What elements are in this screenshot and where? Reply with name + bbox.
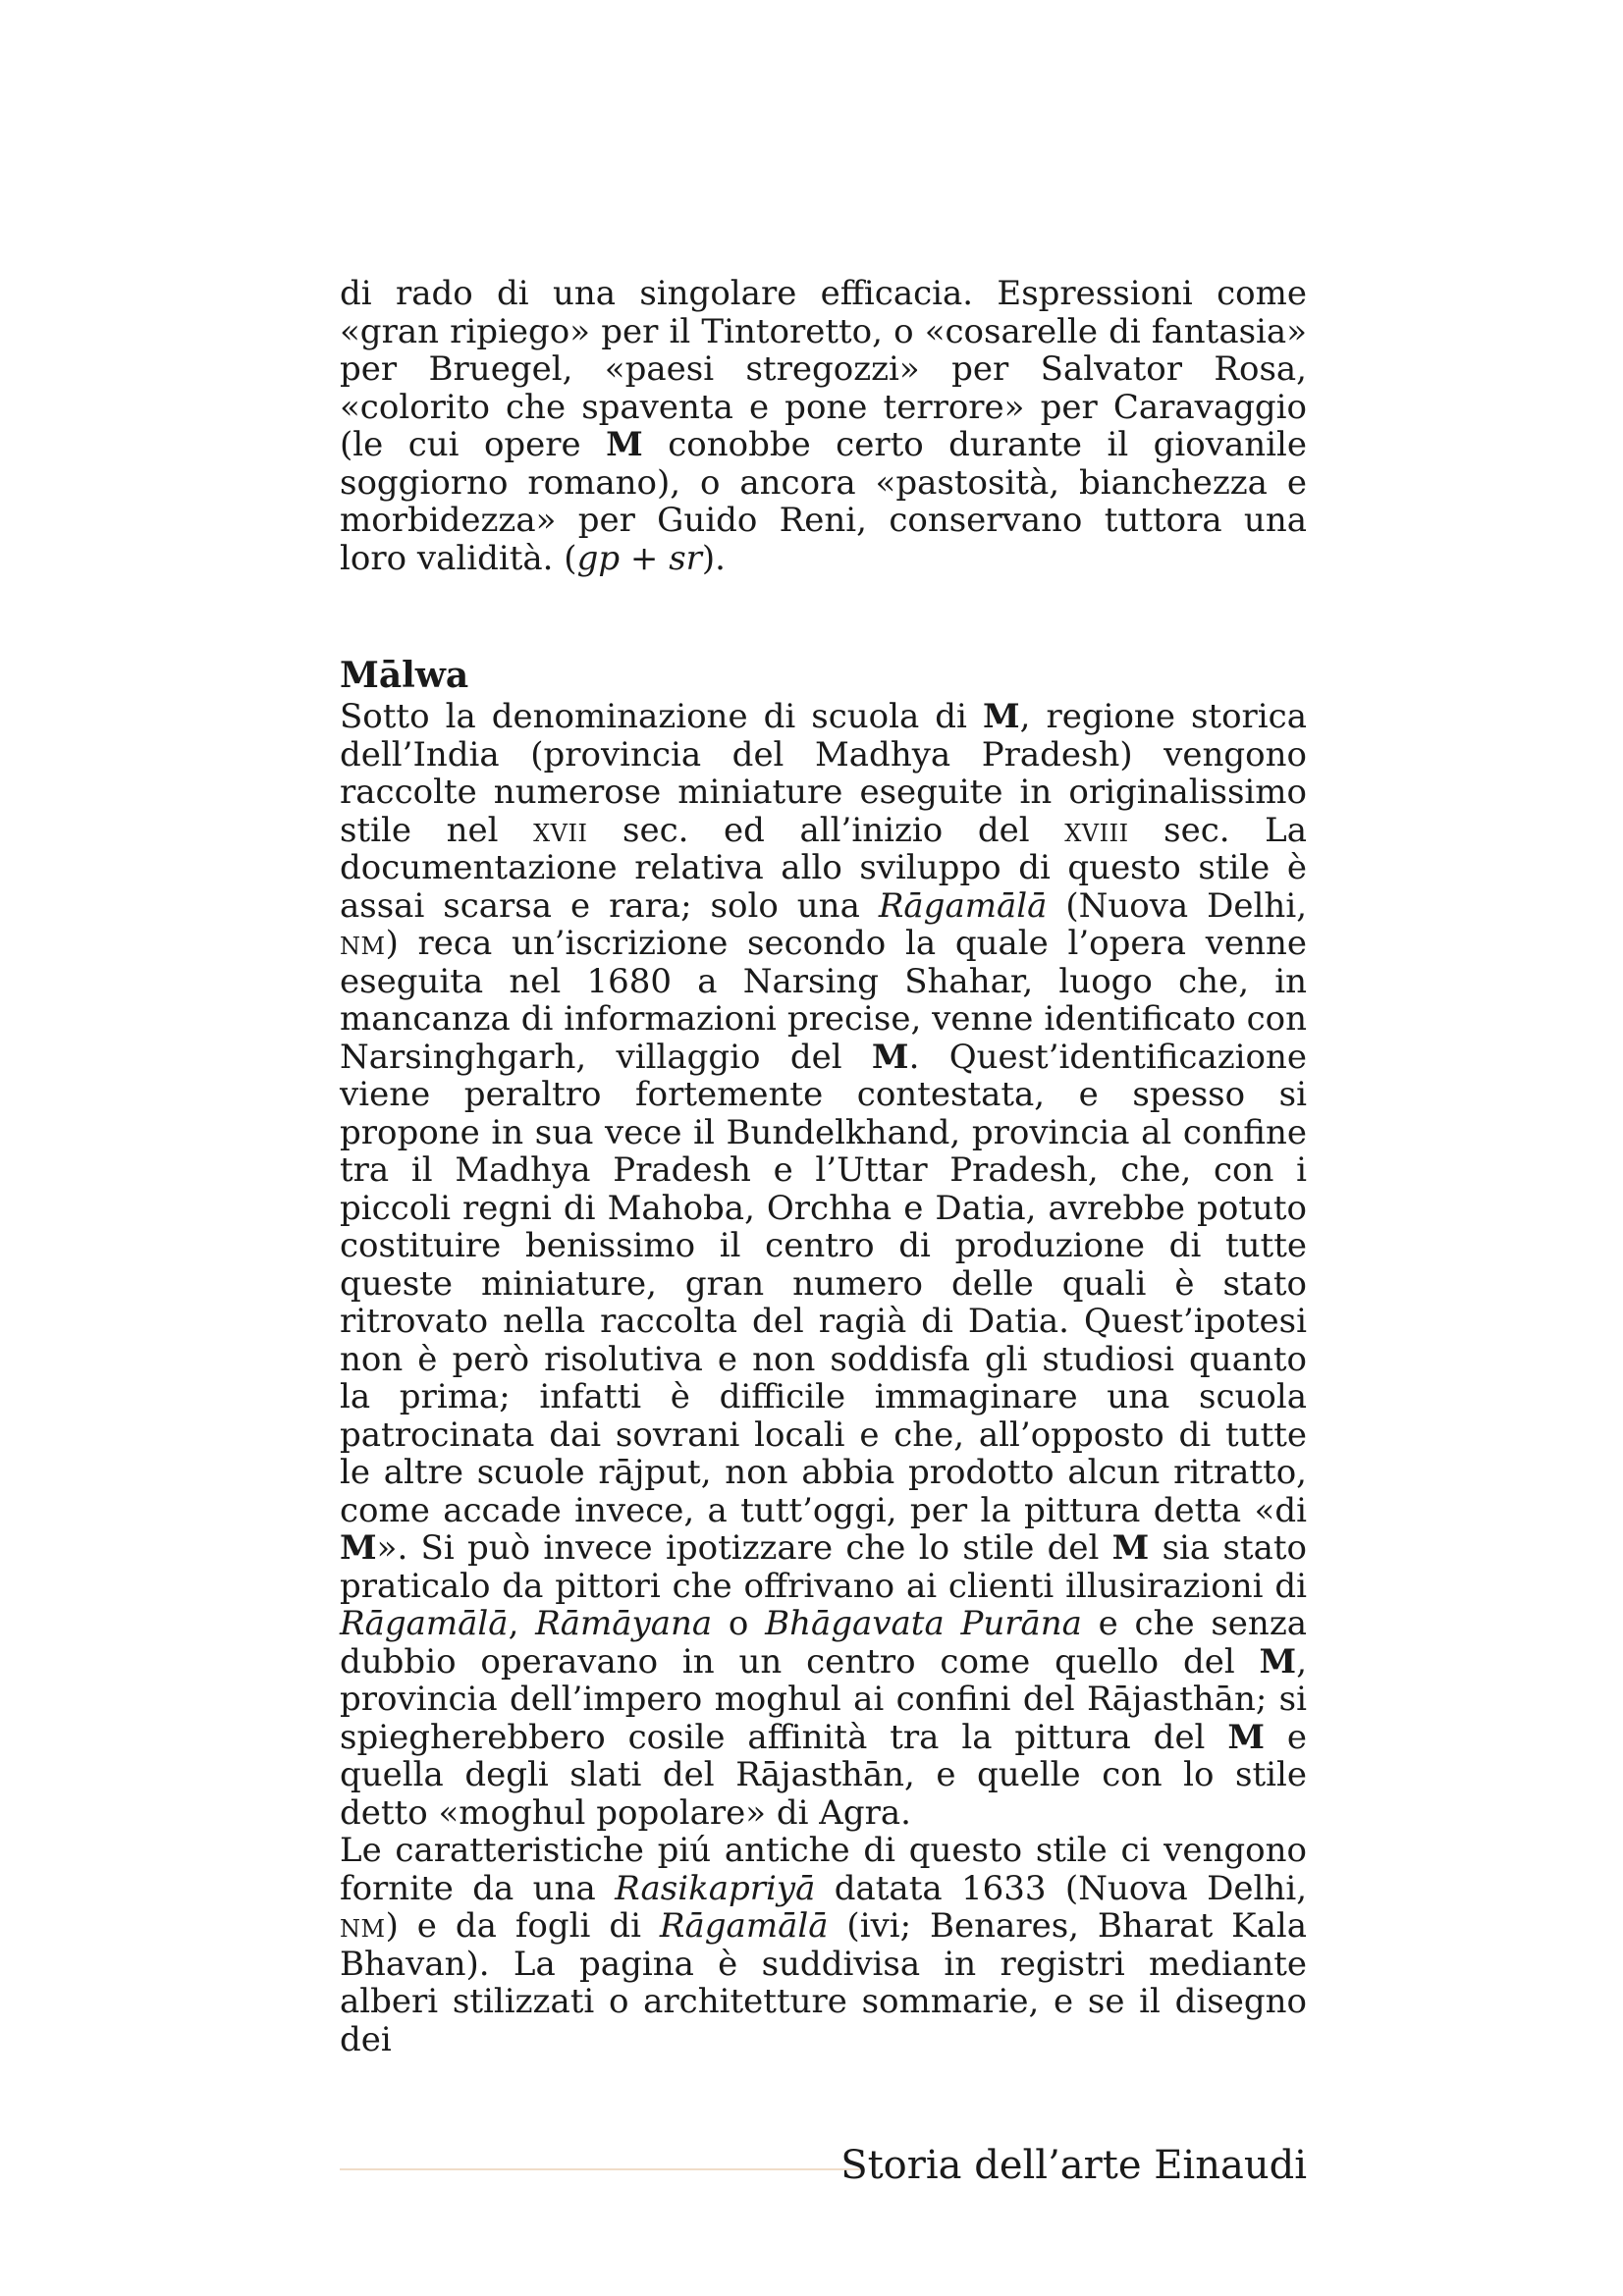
bold-abbrev: M: [871, 1037, 909, 1077]
text-run: e che senza dubbio operavano in un centro come quello del: [340, 1604, 1307, 1682]
text-run: di rado di una singolare efficacia. Espressioni come «gran ripiego» per il Tintoretto, o «cosarelle di fantasia» per Bruegel, «paesi stregozzi» per Salvator Rosa, «colorito che spaventa e pone terrore» per Caravaggio (le cui opere: [340, 274, 1307, 464]
text-run: Sotto la denominazione di scuola di: [340, 697, 983, 736]
italic-title: Rāgamālā: [878, 885, 1048, 926]
italic-title: Bhāgavata Purāna: [765, 1604, 1082, 1643]
text-run: , regione storica dell’India (provincia del Madhya Pradesh) vengono raccolte numerose miniature eseguite in originalissimo stile nel: [340, 697, 1307, 850]
italic-title: Rāgamālā: [659, 1906, 829, 1946]
text-run: (ivi; Benares, Bharat Kala Bhavan). La pagina è suddivisa in registri mediante alberi stilizzati o architetture sommarie, e se il disegno dei: [340, 1906, 1307, 2059]
entry-paragraph-1: [340, 698, 1307, 1832]
text-run: sec. La documentazione relativa allo sviluppo di questo stile è assai scarsa e rara; solo una: [340, 810, 1307, 926]
text-run: ) e da fogli di: [385, 1906, 660, 1946]
text-run: o: [712, 1604, 766, 1643]
small-caps-text: nm: [340, 1906, 386, 1946]
entry-malwa: [340, 656, 1307, 2058]
bold-abbrev: M: [606, 425, 643, 464]
italic-title: Rāmāyana: [535, 1604, 713, 1643]
bold-abbrev: M: [1259, 1641, 1297, 1682]
text-run: ).: [701, 538, 726, 578]
text-run: ». Si può invece ipotizzare che lo stile del: [376, 1528, 1112, 1568]
text-run: . Quest’identificazione viene peraltro fortemente contestata, e spesso si propone in sua vece il Bundelkhand, provincia al confine tra il Madhya Pradesh e l’Uttar Pradesh, che, con i piccoli regni di Mahoba, Orchha e Datia, avrebbe potuto costituire benissimo il centro di produzione di tutte queste miniature, gran numero delle quali è stato ritrovato nella raccolta del ragià di Datia. Quest’ipotesi non è però risolutiva e non soddisfa gli studiosi quanto la prima; infatti è difficile immaginare una scuola patrocinata dai sovrani locali e che, all’opposto di tutte le altre scuole rājput, non abbia prodotto alcun ritratto, come accade invece, a tutt’oggi, per la pittura detta «di: [340, 1037, 1307, 1530]
text-run: Le caratteristiche piú antiche di questo stile ci vengono fornite da una: [340, 1831, 1307, 1908]
small-caps-text: nm: [340, 924, 386, 963]
text-run: sia stato praticalo da pittori che offrivano ai clienti illusirazioni di: [340, 1528, 1307, 1606]
text-run: (Nuova Delhi,: [1047, 885, 1308, 926]
previous-entry-text: [340, 275, 1307, 577]
small-caps-text: xvii: [533, 810, 588, 850]
bold-abbrev: M: [1111, 1528, 1150, 1568]
text-run: e quella degli slati del Rājasthān, e quelle con lo stile detto «moghul popolare» di Agra.: [340, 1717, 1308, 1833]
text-run: datata 1633 (Nuova Delhi,: [815, 1868, 1308, 1908]
bold-abbrev: M: [982, 697, 1020, 736]
text-run: sec. ed all’inizio del: [587, 810, 1065, 850]
italic-title: Rāgamālā: [340, 1604, 509, 1643]
footer-publisher-label: Storia dell’arte Einaudi: [840, 2143, 1307, 2188]
bold-abbrev: M: [1227, 1717, 1265, 1757]
footer-divider: [340, 2168, 860, 2170]
entry-paragraph-2: [340, 1832, 1307, 2058]
text-run: ) reca un’iscrizione secondo la quale l’opera venne eseguita nel 1680 a Narsing Shahar, luogo che, in mancanza di informazioni precise, venne identificato con Narsinghgarh, villaggio del: [340, 924, 1307, 1077]
text-run: ,: [508, 1604, 536, 1643]
small-caps-text: xviii: [1064, 810, 1129, 850]
bold-abbrev: M: [340, 1528, 377, 1568]
text-run: conobbe certo durante il giovanile soggiorno romano), o ancora «pastosità, bianchezza e morbidezza» per Guido Reni, conservano tuttora una loro validità. (: [340, 425, 1307, 578]
italic-title: gp + sr: [576, 538, 702, 578]
text-run: , provincia dell’impero moghul ai confini del Rājasthān; si spiegherebbero cosile affinità tra la pittura del: [340, 1641, 1307, 1757]
previous-entry-paragraph: [340, 275, 1307, 577]
entry-heading: Mālwa: [340, 655, 469, 696]
italic-title: Rasikapriyā: [615, 1868, 816, 1908]
